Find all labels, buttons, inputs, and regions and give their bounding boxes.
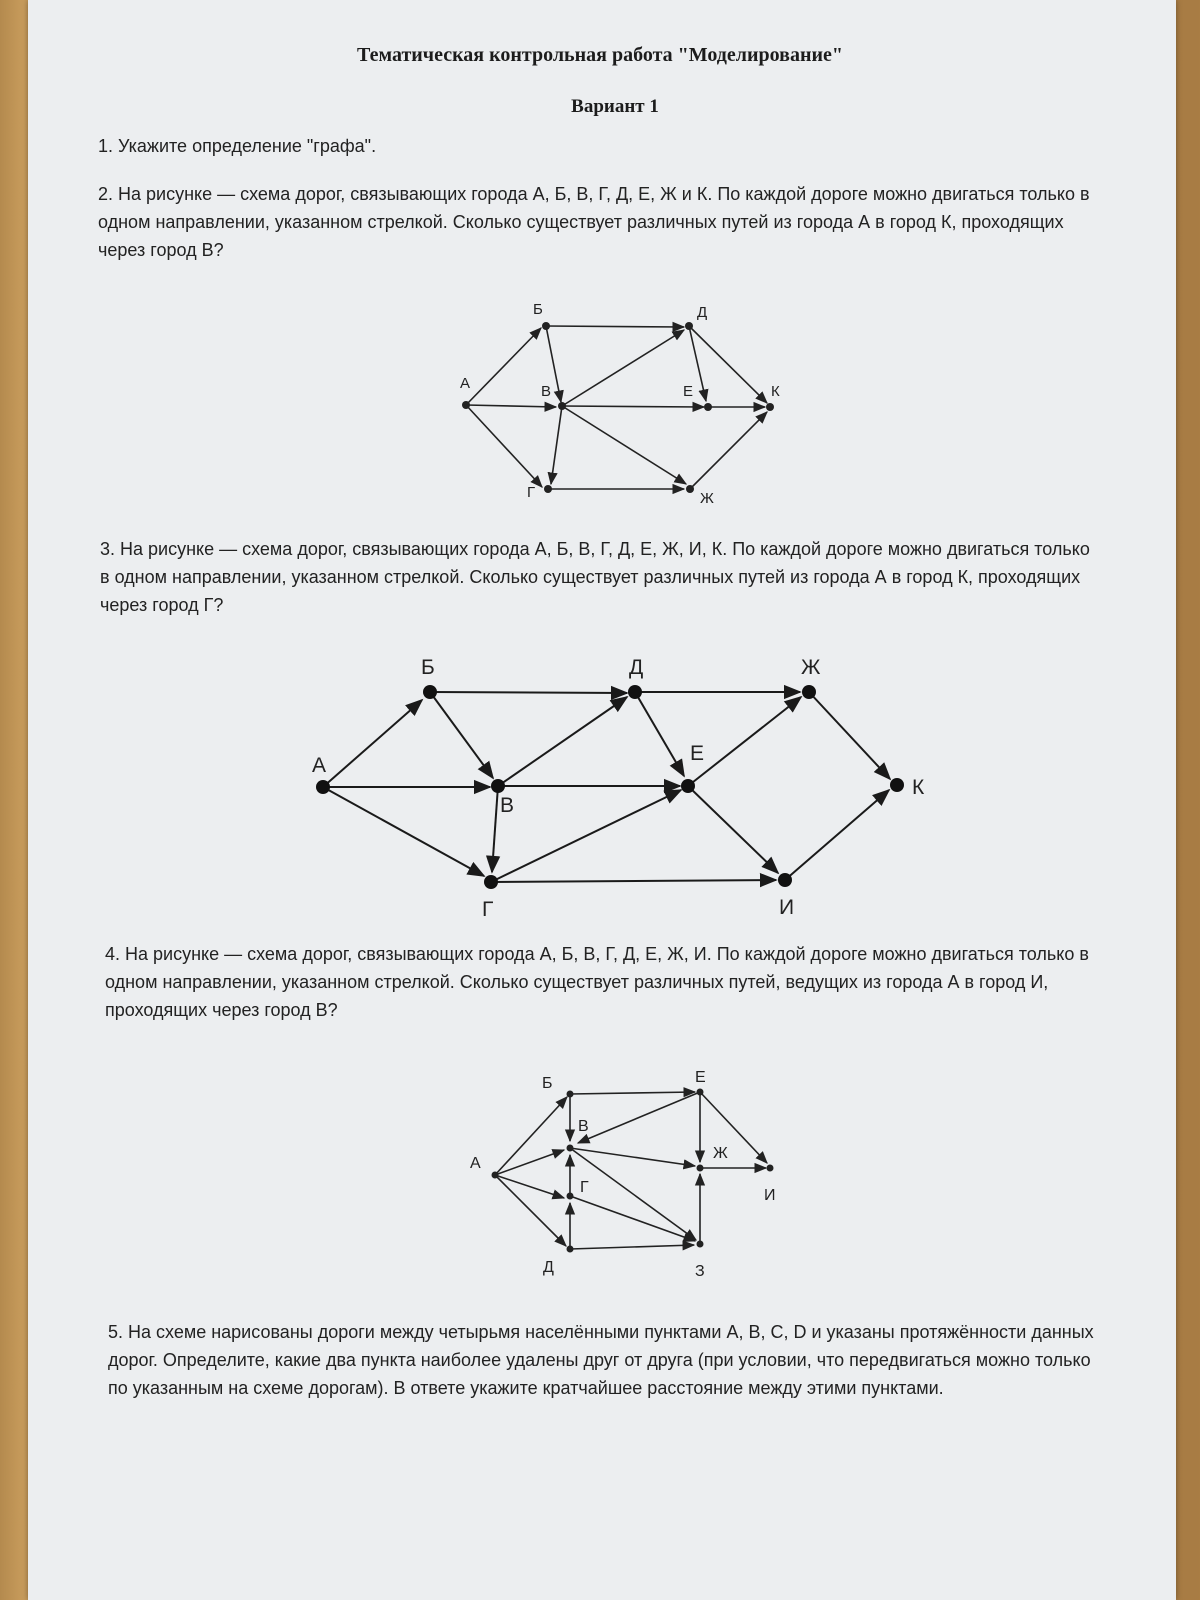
label-e: Е <box>690 742 705 765</box>
label-d: Д <box>543 1259 554 1276</box>
label-z: З <box>695 1263 705 1280</box>
label-b: Б <box>421 656 435 679</box>
label-zh: Ж <box>700 490 714 507</box>
label-g: Г <box>527 484 536 501</box>
task-4: 4. На рисунке — схема дорог, связывающих города А, Б, В, Г, Д, Е, Ж, И. По каждой дороге можно двигаться только в одном направлении, указанном стрелкой. Сколько существует различных путей, ведущих из города А в город И, проходящих через город В? <box>105 944 1089 1020</box>
label-k: К <box>912 776 925 799</box>
label-e: Е <box>695 1069 706 1086</box>
label-a: А <box>460 375 471 392</box>
label-d: Д <box>697 304 708 321</box>
label-k: К <box>771 383 780 400</box>
label-i: И <box>764 1187 776 1204</box>
label-d: Д <box>629 656 644 679</box>
task-1: 1. Укажите определение "графа". <box>98 136 377 156</box>
label-b: Б <box>542 1075 553 1092</box>
label-g: Г <box>482 898 494 921</box>
label-g: Г <box>580 1179 589 1196</box>
label-i: И <box>779 896 795 919</box>
label-b: Б <box>533 301 543 318</box>
label-v: В <box>541 383 552 400</box>
label-v: В <box>578 1118 589 1135</box>
label-v: В <box>500 794 515 817</box>
label-e: Е <box>683 383 694 400</box>
task-3: 3. На рисунке — схема дорог, связывающих города А, Б, В, Г, Д, Е, Ж, И, К. По каждой дороге можно двигаться только в одном направлении, указанном стрелкой. Сколько существует различных путей из города А в город К, проходящих через город Г? <box>100 539 1090 615</box>
task-2: 2. На рисунке — схема дорог, связывающих города А, Б, В, Г, Д, Е, Ж и К. По каждой дороге можно двигаться только в одном направлении, указанном стрелкой. Сколько существует различных путей из города А в город К, проходящих через город В? <box>98 184 1090 260</box>
variant-heading: Вариант 1 <box>571 96 659 117</box>
label-a: А <box>470 1155 481 1172</box>
label-zh: Ж <box>713 1145 728 1162</box>
task-5: 5. На схеме нарисованы дороги между четырьмя населёнными пунктами A, B, C, D и указаны протяжённости данных дорог. Определите, какие два пункта наиболее удалены друг от друга (при условии, что передвигаться можно только по указанным на схеме дорогам). В ответе укажите кратчайшее расстояние между этими пунктами. <box>108 1322 1094 1398</box>
page-title: Тематическая контрольная работа "Моделирование" <box>357 44 843 66</box>
label-a: А <box>312 754 327 777</box>
label-zh: Ж <box>801 656 821 679</box>
